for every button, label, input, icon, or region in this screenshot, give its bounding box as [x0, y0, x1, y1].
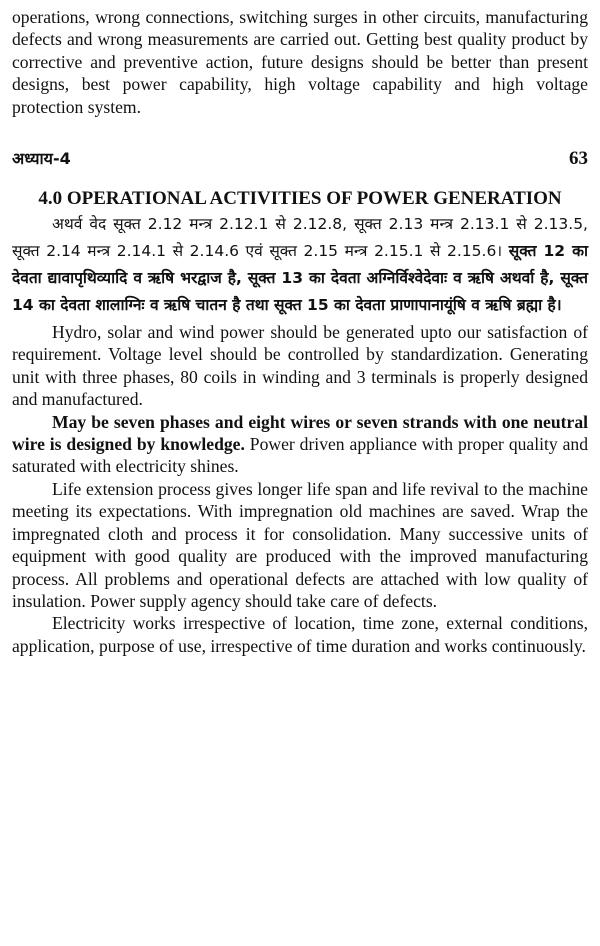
chapter-label: अध्याय-4	[12, 149, 71, 169]
hindi-paragraph	[12, 211, 588, 319]
paragraph-power-generation: Hydro, solar and wind power should be generated upto our satisfaction of requirement. Voltage level should be controlled by standardization. Generating unit with three phases, 80 coils in winding and 3 terminals is properly designed and manufactured.	[12, 322, 588, 410]
page-number: 63	[569, 148, 588, 170]
paragraph-seven-phases-bold: May be seven phases and eight wires or seven strands with one neutral wire is designed by knowledge.	[12, 411, 588, 455]
paragraph-electricity-works: Electricity works irrespective of location, time zone, external conditions, application, purpose of use, irrespective of time duration and works continuously.	[12, 613, 588, 656]
paragraph-life-extension: Life extension process gives longer life span and life revival to the machine meeting its expectations. With impregnation old machines are saved. Wrap the impregnated cloth and process it for consolidation. Many successive units of equipment with good quality are produced with the improved manufacturing process. All problems and operational defects are attached with low quality of insulation. Power supply agency should take care of defects.	[12, 478, 588, 611]
hindi-bold-text: सूक्त 12 का देवता द्यावापृथिव्यादि व ऋषि भरद्वाज है, सूक्त 13 का देवता अग्निर्विश्वेदेवाः व ऋषि अथर्वा है, सूक्त 14 का देवता शालाग्निः व ऋषि चातन है तथा सूक्त 15 का देवता प्राणापानायूंषि व ऋषि ब्रह्मा है।	[12, 242, 588, 315]
hindi-reference-text: अथर्व वेद सूक्त 2.12 मन्त्र 2.12.1 से 2.12.8, सूक्त 2.13 मन्त्र 2.13.1 से 2.13.5, सूक्त 2.14 मन्त्र 2.14.1 से 2.14.6 एवं सूक्त 2.15 मन्त्र 2.15.1 से 2.15.6।	[12, 215, 588, 261]
intro-paragraph: operations, wrong connections, switching surges in other circuits, manufacturing defects and wrong measurements are carried out. Getting best quality product by corrective and preventive action, future designs should be better than present designs, best power capability, high voltage capability and high voltage protection system.	[12, 7, 588, 117]
book-page	[12, 6, 588, 657]
paragraph-seven-phases	[12, 411, 588, 478]
chapter-header	[12, 148, 588, 170]
section-title: 4.0 OPERATIONAL ACTIVITIES OF POWER GENERATION	[38, 188, 562, 210]
paragraph-seven-phases-rest: Power driven appliance with proper quality and saturated with electricity shines.	[12, 434, 588, 477]
